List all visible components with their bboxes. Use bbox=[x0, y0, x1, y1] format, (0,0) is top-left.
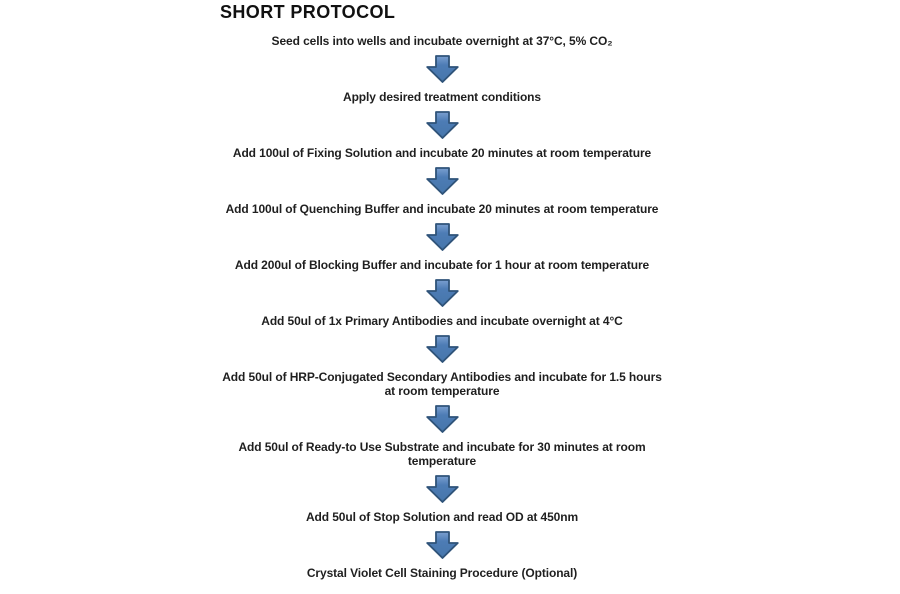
down-arrow-icon bbox=[426, 55, 459, 83]
step-seed-cells: Seed cells into wells and incubate overnight at 37°C, 5% CO₂ bbox=[271, 34, 613, 48]
step-primary-antibodies: Add 50ul of 1x Primary Antibodies and incubate overnight at 4°C bbox=[261, 314, 623, 328]
step-fixing-solution: Add 100ul of Fixing Solution and incubate 20 minutes at room temperature bbox=[232, 146, 652, 160]
down-arrow-icon bbox=[426, 531, 459, 559]
step-secondary-antibodies: Add 50ul of HRP-Conjugated Secondary Antibodies and incubate for 1.5 hours at room temperature bbox=[222, 370, 662, 398]
step-substrate: Add 50ul of Ready-to Use Substrate and incubate for 30 minutes at room temperature bbox=[238, 440, 646, 468]
diagram-title: SHORT PROTOCOL bbox=[220, 2, 396, 22]
step-apply-treatment: Apply desired treatment conditions bbox=[343, 90, 541, 104]
down-arrow-icon bbox=[426, 111, 459, 139]
step-blocking-buffer: Add 200ul of Blocking Buffer and incubate for 1 hour at room temperature bbox=[234, 258, 650, 272]
down-arrow-icon bbox=[426, 335, 459, 363]
step-crystal-violet: Crystal Violet Cell Staining Procedure (Optional) bbox=[306, 566, 578, 580]
down-arrow-icon bbox=[426, 279, 459, 307]
down-arrow-icon bbox=[426, 223, 459, 251]
down-arrow-icon bbox=[426, 167, 459, 195]
down-arrow-icon bbox=[426, 405, 459, 433]
step-quenching-buffer: Add 100ul of Quenching Buffer and incubate 20 minutes at room temperature bbox=[225, 202, 659, 216]
step-stop-solution: Add 50ul of Stop Solution and read OD at 450nm bbox=[305, 510, 579, 524]
down-arrow-icon bbox=[426, 475, 459, 503]
